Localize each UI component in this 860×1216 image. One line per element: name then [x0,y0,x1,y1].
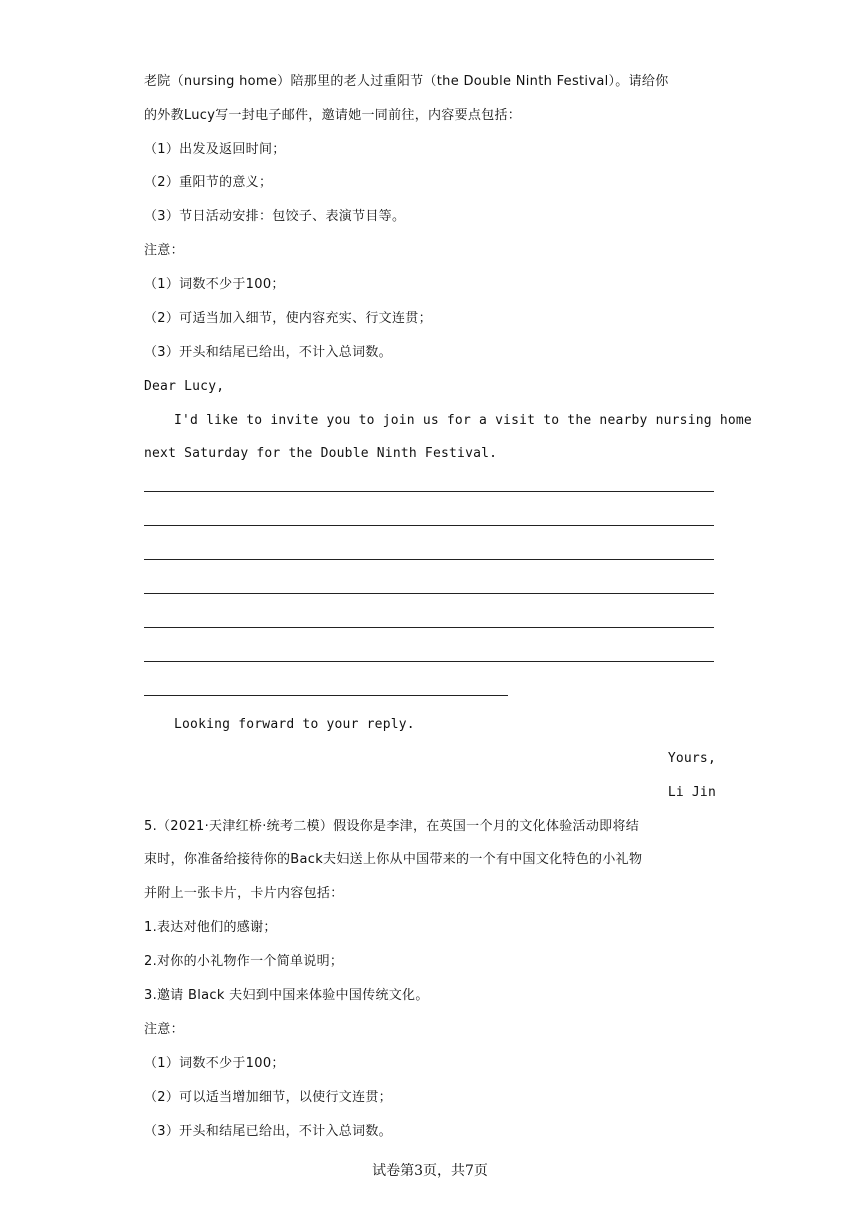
answer-line [144,593,714,594]
answer-line [144,491,714,492]
task4-note-3: （3）开头和结尾已给出，不计入总词数。 [144,345,392,360]
letter-salutation: Dear Lucy, [144,379,225,394]
task4-note-1: （1）词数不少于100； [144,277,285,292]
task4-point-2: （2）重阳节的意义； [144,175,273,190]
page-footer: 试卷第3页，共7页 [372,1163,488,1179]
answer-line [144,559,714,560]
task4-point-1: （1）出发及返回时间； [144,142,286,157]
answer-line [144,627,714,628]
task4-note-label: 注意： [144,243,184,258]
task5-point-2: 2.对你的小礼物作一个简单说明； [144,954,344,969]
task5-intro-line1: 5.（2021·天津红桥·统考二模）假设你是李津，在英国一个月的文化体验活动即将结 [144,819,640,834]
letter-signature: Li Jin [667,785,716,800]
task5-note-3: （3）开头和结尾已给出，不计入总词数。 [144,1124,392,1139]
letter-signoff: Yours, [667,751,716,766]
task5-note-2: （2）可以适当增加细节，以使行文连贯； [144,1090,392,1105]
answer-line [144,525,714,526]
task5-note-label: 注意： [144,1022,184,1037]
task4-intro-line1: 老院（nursing home）陪那里的老人过重阳节（the Double Ninth Festival）。请给你 [144,74,669,89]
task5-intro-line3: 并附上一张卡片，卡片内容包括： [144,886,344,901]
task4-point-3: （3）节日活动安排：包饺子、表演节目等。 [144,209,406,224]
task5-intro-line2: 束时，你准备给接待你的Back夫妇送上你从中国带来的一个有中国文化特色的小礼物 [144,852,643,867]
task4-note-2: （2）可适当加入细节，使内容充实、行文连贯； [144,311,432,326]
task5-point-1: 1.表达对他们的感谢； [144,920,277,935]
task5-point-3: 3.邀请 Black 夫妇到中国来体验中国传统文化。 [144,988,429,1003]
letter-opening-line1: I'd like to invite you to join us for a visit to the nearby nursing home [174,413,752,428]
task4-intro-line2: 的外教Lucy写一封电子邮件，邀请她一同前往，内容要点包括： [144,108,522,123]
letter-closing: Looking forward to your reply. [174,717,415,732]
answer-line [144,661,714,662]
letter-opening-line2: next Saturday for the Double Ninth Festival. [144,446,498,461]
task5-note-1: （1）词数不少于100； [144,1056,285,1071]
answer-line-short [144,695,508,696]
